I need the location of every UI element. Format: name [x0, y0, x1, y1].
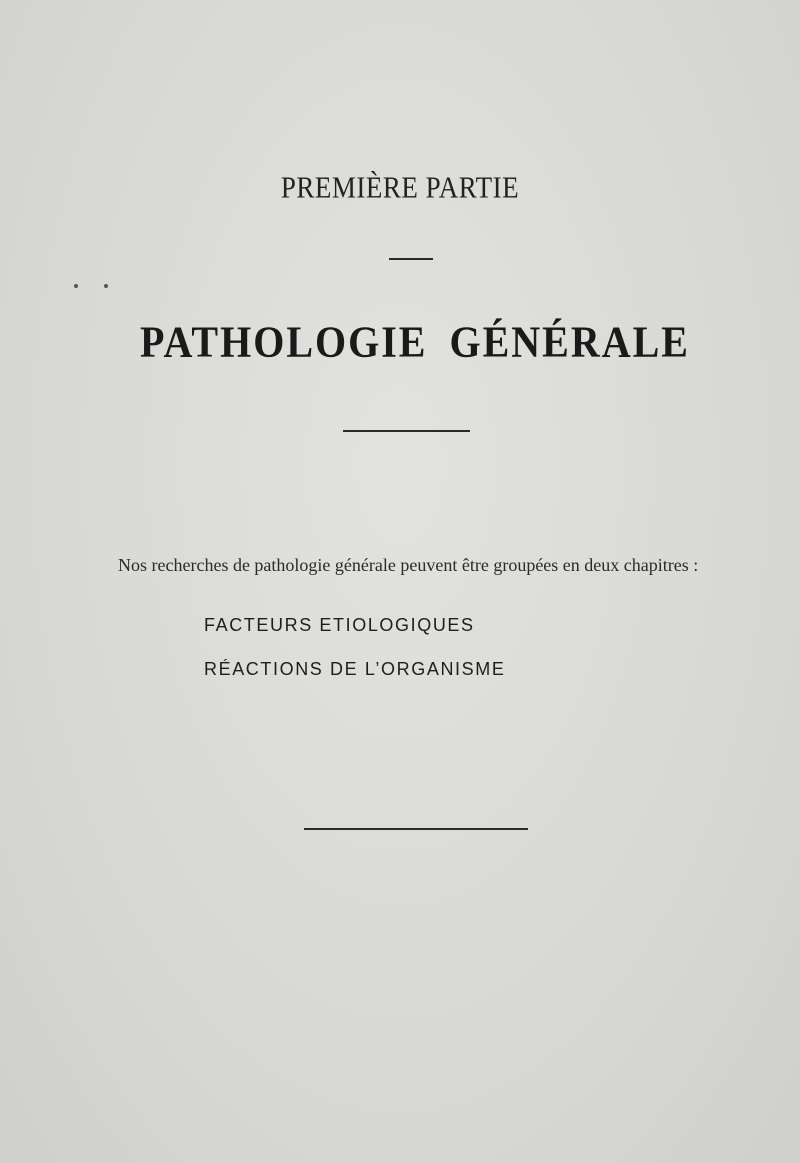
chapter-item: RÉACTIONS DE L’ORGANISME: [204, 659, 506, 679]
chapter-list: [204, 612, 505, 700]
part-title: PREMIÈRE PARTIE: [280, 169, 520, 205]
chapter-item: FACTEURS ETIOLOGIQUES: [204, 615, 475, 635]
title-rule: [343, 430, 470, 432]
intro-paragraph: Nos recherches de pathologie générale peuvent être groupées en deux chapitres :: [118, 555, 699, 575]
short-rule: [389, 258, 433, 260]
ink-speck: [104, 284, 108, 288]
main-title: PATHOLOGIE GÉNÉRALE: [140, 316, 690, 367]
bottom-rule: [304, 828, 528, 830]
ink-speck: [74, 284, 78, 288]
